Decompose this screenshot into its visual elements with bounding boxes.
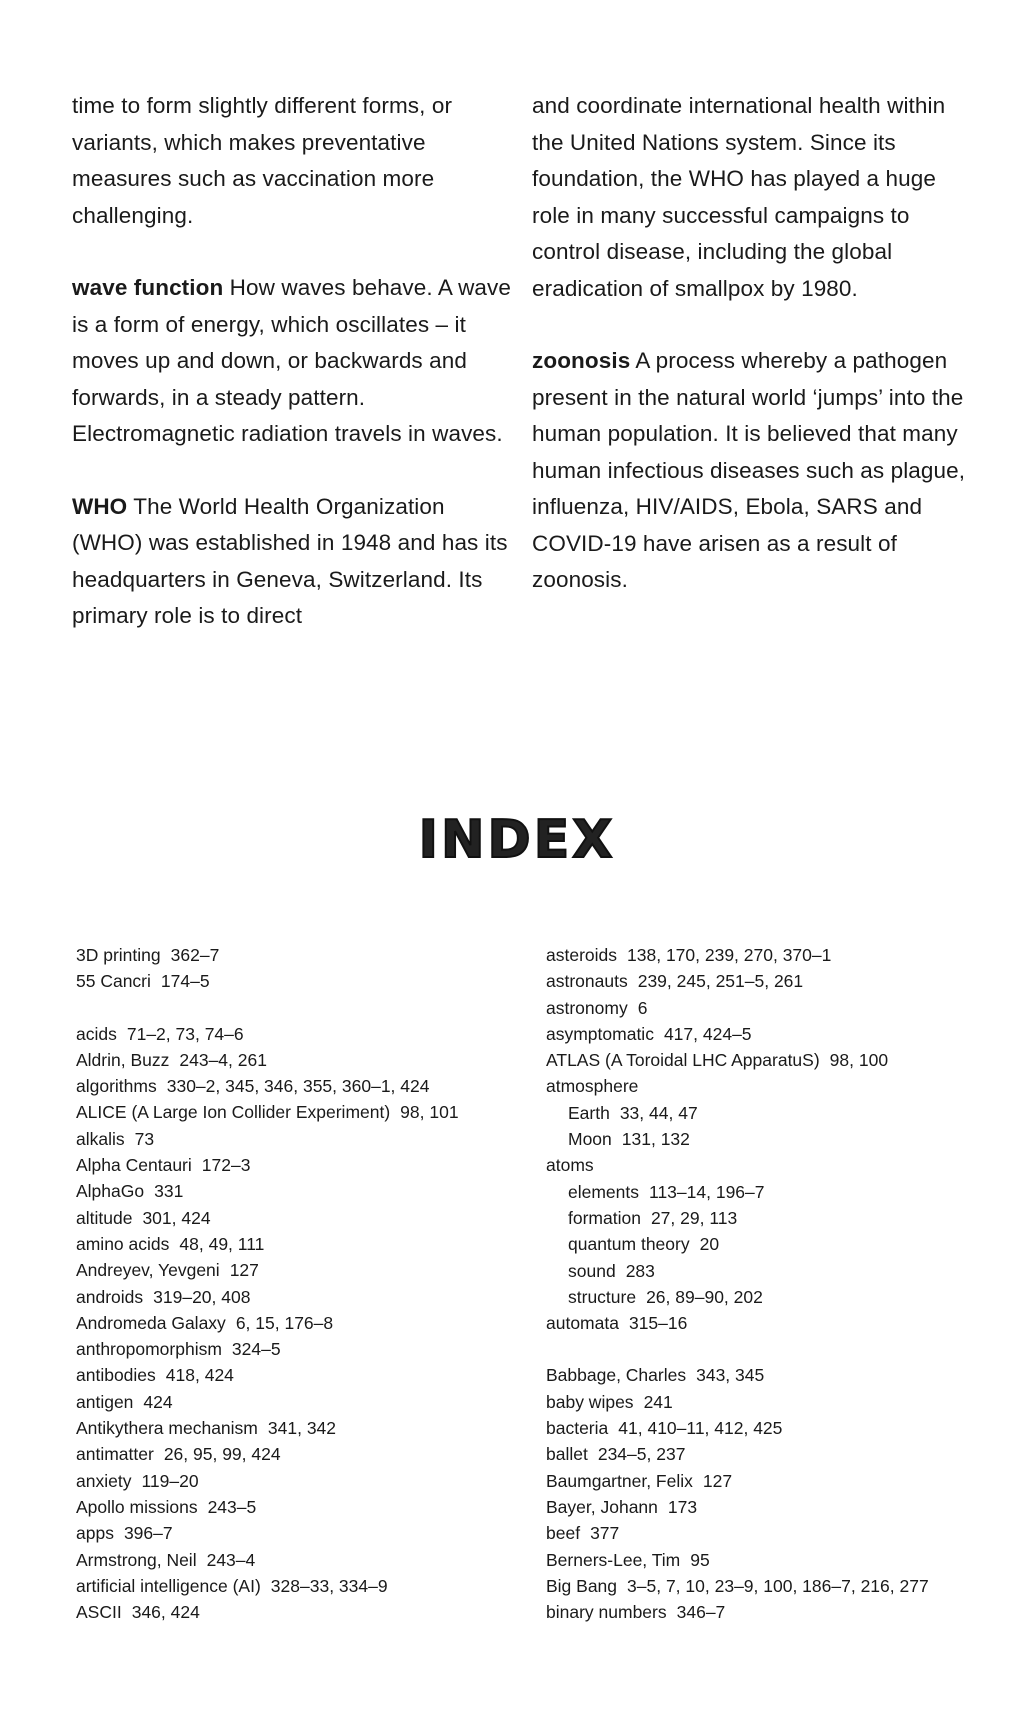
glossary-term: zoonosis	[532, 348, 631, 373]
index-term: anthropomorphism	[76, 1339, 222, 1360]
index-entry	[546, 942, 976, 968]
index-term: Alpha Centauri	[76, 1155, 192, 1176]
index-term: antibodies	[76, 1365, 156, 1386]
index-entry	[76, 1547, 536, 1573]
index-term: formation	[568, 1207, 641, 1228]
index-subentry	[546, 1126, 976, 1152]
index-page-numbers: 3–5, 7, 10, 23–9, 100, 186–7, 216, 277	[627, 1575, 929, 1596]
index-page-numbers: 331	[154, 1181, 184, 1202]
index-page-numbers: 234–5, 237	[597, 1444, 686, 1465]
index-page-numbers: 343, 345	[696, 1365, 765, 1386]
index-entry	[546, 968, 976, 994]
index-page-numbers: 26, 95, 99, 424	[163, 1444, 281, 1465]
index-term: beef	[546, 1523, 581, 1544]
index-group-gap	[76, 995, 536, 1021]
index-term: androids	[76, 1286, 144, 1307]
index-term: Baumgartner, Felix	[546, 1470, 693, 1491]
index-entry	[76, 1599, 536, 1625]
index-entry	[76, 1520, 536, 1546]
index-page-numbers: 48, 49, 111	[179, 1233, 265, 1254]
index-entry	[546, 1415, 976, 1441]
index-page-numbers: 71–2, 73, 74–6	[126, 1023, 244, 1044]
index-entry	[76, 1099, 536, 1125]
index-section	[76, 942, 976, 1625]
glossary-paragraph	[532, 88, 972, 307]
glossary-paragraph	[532, 343, 972, 599]
index-entry	[76, 1047, 536, 1073]
index-entry	[76, 1073, 536, 1099]
index-term: alkalis	[76, 1128, 125, 1149]
index-term: acids	[76, 1023, 117, 1044]
index-term: antigen	[76, 1391, 134, 1412]
index-page-numbers: 330–2, 345, 346, 355, 360–1, 424	[166, 1076, 430, 1097]
index-page-numbers: 241	[643, 1391, 673, 1412]
index-entry	[76, 1310, 536, 1336]
index-entry	[546, 1389, 976, 1415]
index-entry	[76, 1231, 536, 1257]
index-page-numbers: 73	[134, 1128, 155, 1149]
index-term: asymptomatic	[546, 1023, 654, 1044]
index-page-numbers: 98, 100	[829, 1050, 889, 1071]
index-entry	[76, 1126, 536, 1152]
index-term: artificial intelligence (AI)	[76, 1575, 261, 1596]
index-subentry	[546, 1258, 976, 1284]
index-page-numbers: 41, 410–11, 412, 425	[618, 1418, 783, 1439]
index-term: ATLAS (A Toroidal LHC ApparatuS)	[546, 1050, 820, 1071]
index-term: bacteria	[546, 1418, 609, 1439]
index-page-numbers: 346–7	[676, 1602, 726, 1623]
index-entry	[546, 1310, 976, 1336]
index-page-numbers: 173	[667, 1496, 698, 1517]
index-page-numbers: 283	[625, 1260, 655, 1281]
index-term: binary numbers	[546, 1602, 667, 1623]
index-heading	[0, 810, 1034, 870]
index-term: structure	[568, 1286, 637, 1307]
index-subentry	[546, 1100, 976, 1126]
index-term: Antikythera mechanism	[76, 1418, 258, 1439]
index-entry	[546, 1573, 976, 1599]
index-entry	[546, 995, 976, 1021]
glossary-column-left	[72, 88, 512, 671]
index-entry	[76, 942, 536, 968]
index-subentry	[546, 1205, 976, 1231]
index-entry	[76, 1336, 536, 1362]
index-term: Armstrong, Neil	[76, 1549, 197, 1570]
index-page-numbers: 127	[229, 1260, 259, 1281]
glossary-paragraph	[72, 489, 512, 635]
index-page-numbers: 346, 424	[131, 1602, 200, 1623]
index-entry	[76, 1205, 536, 1231]
index-term: Andromeda Galaxy	[76, 1312, 226, 1333]
index-entry	[546, 1547, 976, 1573]
index-term: Andreyev, Yevgeni	[76, 1260, 220, 1281]
index-entry	[76, 1389, 536, 1415]
index-page-numbers: 324–5	[231, 1339, 281, 1360]
index-page-numbers: 172–3	[201, 1155, 251, 1176]
index-term: amino acids	[76, 1233, 170, 1254]
index-term: astronomy	[546, 997, 628, 1018]
index-entry	[76, 1415, 536, 1441]
index-column-right	[546, 942, 976, 1625]
index-entry	[546, 1599, 976, 1625]
index-heading-text: INDEX	[418, 810, 616, 870]
glossary-term: wave function	[72, 275, 224, 300]
index-page-numbers: 127	[702, 1470, 733, 1491]
index-page-numbers: 98, 101	[400, 1102, 459, 1123]
index-term: anxiety	[76, 1470, 132, 1491]
glossary-text: A process whereby a pathogen present in the natural world ‘jumps’ into the human population. It is believed that many human infectious diseases such as plague, influenza, HIV/AIDS, Ebola, SARS and COVID-19 have arisen as a result of zoonosis.	[532, 348, 966, 592]
glossary-text: How waves behave. A wave is a form of energy, which oscillates – it moves up and down, or backwards and forwards, in a steady pattern. Electromagnetic radiation travels in waves.	[72, 275, 511, 446]
index-page-numbers: 243–5	[207, 1496, 257, 1517]
index-term: ASCII	[76, 1602, 122, 1623]
index-page-numbers: 396–7	[123, 1523, 173, 1544]
index-entry	[546, 1441, 976, 1467]
index-page-numbers: 362–7	[170, 945, 220, 965]
index-page-numbers: 27, 29, 113	[650, 1207, 738, 1228]
index-subentry	[546, 1231, 976, 1257]
index-page-numbers: 26, 89–90, 202	[646, 1286, 763, 1307]
index-page-numbers: 6	[637, 997, 648, 1018]
glossary-section	[72, 88, 972, 671]
index-page-numbers: 424	[143, 1391, 173, 1412]
index-page-numbers: 301, 424	[142, 1207, 211, 1228]
index-entry	[546, 1468, 976, 1494]
glossary-paragraph	[72, 270, 512, 453]
index-page-numbers: 95	[690, 1549, 710, 1570]
glossary-text: The World Health Organization (WHO) was established in 1948 and has its headquarters in Geneva, Switzerland. Its primary role is to direct	[72, 493, 508, 628]
index-term: atoms	[546, 1155, 594, 1176]
index-page-numbers: 119–20	[141, 1470, 199, 1491]
index-term: 55 Cancri	[76, 971, 151, 992]
index-term: automata	[546, 1313, 619, 1334]
index-term: apps	[76, 1523, 114, 1544]
index-term: ballet	[546, 1444, 588, 1465]
index-entry	[76, 1468, 536, 1494]
index-entry	[546, 1047, 976, 1073]
index-column-left	[76, 942, 536, 1625]
index-term: astronauts	[546, 971, 628, 992]
glossary-paragraph	[72, 88, 512, 234]
index-term: Earth	[568, 1102, 610, 1123]
glossary-text: and coordinate international health within the United Nations system. Since its foundation, the WHO has played a huge role in many successful campaigns to control disease, including the global eradication of smallpox by 1980.	[532, 93, 946, 301]
index-term: baby wipes	[546, 1391, 634, 1412]
index-page-numbers: 243–4, 261	[179, 1049, 267, 1070]
index-term: antimatter	[76, 1444, 154, 1465]
index-page-numbers: 341, 342	[267, 1418, 337, 1439]
index-entry	[76, 968, 536, 994]
index-entry	[76, 1441, 536, 1467]
index-subentry	[546, 1284, 976, 1310]
index-page-numbers: 131, 132	[621, 1129, 690, 1150]
index-entry	[546, 1021, 976, 1047]
index-entry	[76, 1284, 536, 1310]
index-subentry	[546, 1179, 976, 1205]
index-entry	[76, 1362, 536, 1388]
index-page-numbers: 315–16	[628, 1313, 688, 1334]
index-page-numbers: 20	[699, 1234, 720, 1255]
index-term: sound	[568, 1260, 616, 1281]
index-entry	[546, 1494, 976, 1520]
index-term: Aldrin, Buzz	[76, 1049, 170, 1070]
index-entry	[76, 1573, 536, 1599]
index-term: Apollo missions	[76, 1496, 198, 1517]
index-term: 3D printing	[76, 945, 161, 965]
index-entry	[546, 1520, 976, 1546]
index-page-numbers: 328–33, 334–9	[270, 1575, 388, 1596]
index-entry	[76, 1021, 536, 1047]
index-term: quantum theory	[568, 1234, 690, 1255]
index-page-numbers: 319–20, 408	[153, 1286, 251, 1307]
index-term: altitude	[76, 1207, 133, 1228]
index-term: Big Bang	[546, 1575, 618, 1596]
glossary-text: time to form slightly different forms, or variants, which makes preventative measures such as vaccination more challenging.	[72, 93, 453, 228]
index-entry	[76, 1257, 536, 1283]
index-page-numbers: 138, 170, 239, 270, 370–1	[627, 945, 832, 965]
index-page-numbers: 174–5	[160, 971, 210, 992]
index-group-gap	[546, 1336, 976, 1362]
index-page-numbers: 113–14, 196–7	[649, 1181, 765, 1202]
index-term: asteroids	[546, 945, 618, 965]
index-term: AlphaGo	[76, 1181, 145, 1202]
index-term: algorithms	[76, 1076, 157, 1097]
index-page-numbers: 239, 245, 251–5, 261	[637, 971, 804, 992]
glossary-term: WHO	[72, 493, 128, 519]
index-page-numbers: 377	[590, 1523, 620, 1544]
index-entry	[546, 1073, 976, 1099]
index-term: Berners-Lee, Tim	[546, 1549, 681, 1570]
index-page-numbers: 243–4	[206, 1549, 256, 1570]
index-term: Bayer, Johann	[546, 1496, 658, 1517]
index-entry	[546, 1152, 976, 1178]
index-page-numbers: 417, 424–5	[663, 1023, 752, 1044]
index-page-numbers: 33, 44, 47	[619, 1102, 698, 1123]
glossary-column-right	[532, 88, 972, 671]
index-term: Babbage, Charles	[546, 1365, 687, 1386]
index-term: ALICE (A Large Ion Collider Experiment)	[76, 1102, 391, 1123]
index-entry	[76, 1178, 536, 1204]
index-term: Moon	[568, 1129, 612, 1150]
index-entry	[546, 1362, 976, 1388]
index-page-numbers: 418, 424	[165, 1365, 234, 1386]
index-entry	[76, 1152, 536, 1178]
index-term: elements	[568, 1181, 640, 1202]
index-entry	[76, 1494, 536, 1520]
index-term: atmosphere	[546, 1076, 639, 1097]
index-page-numbers: 6, 15, 176–8	[235, 1312, 334, 1333]
